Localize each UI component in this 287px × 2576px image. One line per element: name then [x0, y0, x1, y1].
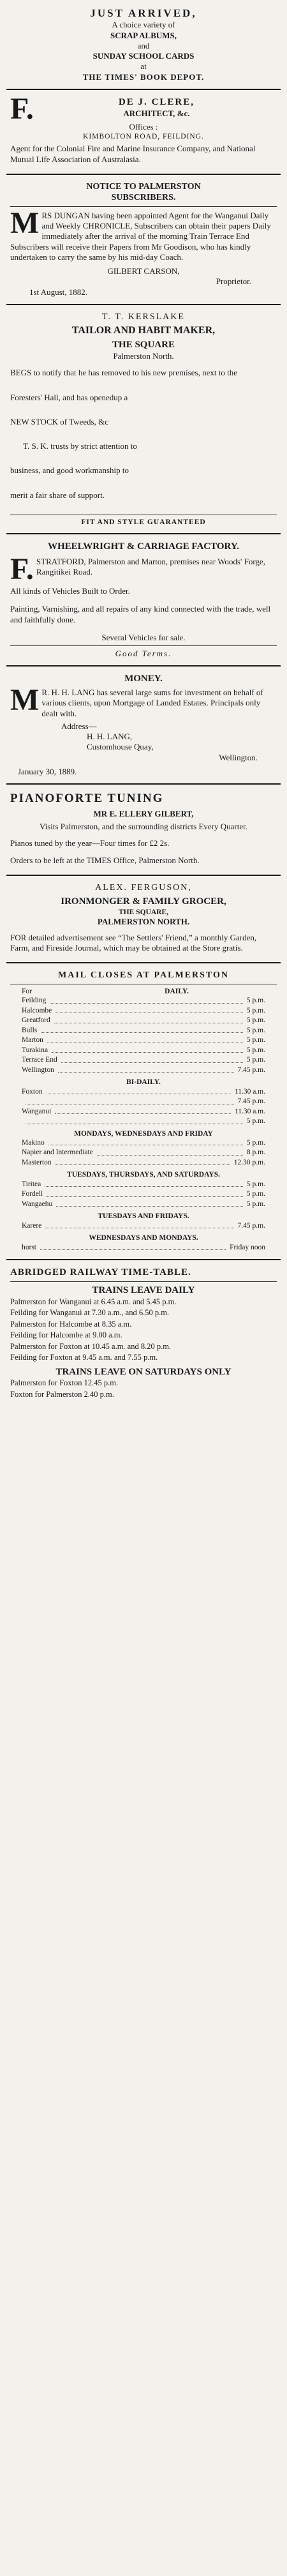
- mail-row: [10, 1016, 277, 1026]
- mail-row: [10, 996, 277, 1006]
- leader-dots: [26, 1097, 234, 1104]
- mail-closes-table: [6, 967, 281, 1255]
- rail-section: [10, 1297, 277, 1364]
- leader-dots: [45, 1221, 233, 1229]
- ad-body: Orders to be left at the TIMES Office, Palmerston North.: [10, 855, 200, 865]
- mail-time: 5 p.m.: [246, 1056, 265, 1064]
- train-line: Palmerston for Wanganui at 6.45 a.m. and 5.45 p.m.: [10, 1297, 177, 1306]
- leader-dots: [41, 1026, 243, 1034]
- leader-dots: [48, 1138, 243, 1146]
- clere-architect-ad: [6, 91, 281, 170]
- mail-row: [10, 1006, 277, 1016]
- mail-row: [10, 1221, 277, 1232]
- ad-place: THE SQUARE,: [119, 908, 168, 916]
- money-ad: [6, 670, 281, 780]
- leader-dots: [97, 1148, 243, 1156]
- ad-heading: MONEY.: [124, 674, 163, 684]
- mail-time: 8 p.m.: [246, 1149, 265, 1157]
- ad-line: SUNDAY SCHOOL CARDS: [92, 51, 195, 61]
- section-label: TRAINS LEAVE DAILY: [92, 1284, 195, 1295]
- rail-section: [10, 1378, 277, 1400]
- ad-line: Wellington.: [219, 752, 258, 762]
- mail-row: [10, 1117, 277, 1127]
- mail-place: Marton: [22, 1036, 43, 1044]
- mail-place: Turakina: [22, 1046, 48, 1054]
- mail-place: Makino: [22, 1138, 45, 1147]
- ad-body: RS DUNGAN having been appointed Agent for the Wanganui Daily and Weekly CHRONICLE, Subscribers can obtain their papers Daily immediately after the arrival of the morning Train Terrace End Subscribers will receive their Papers from Mr Goodison, who has kindly undertaken to carry the same by his mid-day Coach.: [10, 210, 271, 262]
- section-label: BI-DAILY.: [126, 1078, 161, 1087]
- ad-line: MR E. ELLERY GILBERT,: [93, 808, 194, 818]
- ad-line: THE TIMES' BOOK DEPOT.: [82, 72, 205, 82]
- ad-body: T. S. K. trusts by strict attention to: [23, 441, 137, 451]
- ad-tagline: FIT AND STYLE GUARANTEED: [81, 518, 206, 526]
- ad-line: SCRAP ALBUMS,: [110, 30, 177, 40]
- ad-town: Palmerston North.: [113, 351, 174, 361]
- section-label: WEDNESDAYS AND MONDAYS.: [89, 1234, 198, 1242]
- ad-body: merit a fair share of support.: [10, 490, 105, 500]
- section-label: MONDAYS, WEDNESDAYS AND FRIDAY: [74, 1129, 213, 1138]
- ad-heading: NOTICE TO PALMERSTON: [86, 181, 201, 192]
- mail-row: [10, 1200, 277, 1210]
- mail-section: [10, 1221, 277, 1232]
- mail-time: 5 p.m.: [246, 1036, 265, 1044]
- stratford-wheelwright-ad: [6, 538, 281, 661]
- leader-dots: [47, 1036, 243, 1043]
- ad-body: STRATFORD, Palmerston and Marton, premises near Woods' Forge, Rangitikei Road.: [36, 557, 265, 577]
- mail-place: Foxton: [22, 1087, 43, 1096]
- mail-place: Karere: [22, 1221, 42, 1230]
- mail-section: [10, 1138, 277, 1168]
- leader-dots: [26, 1117, 243, 1124]
- mail-place: Napier and Intermediate: [22, 1149, 93, 1157]
- ad-trade: IRONMONGER & FAMILY GROCER,: [61, 896, 226, 907]
- divider: [6, 783, 281, 785]
- mail-place: Wanganui: [22, 1107, 52, 1115]
- leader-dots: [50, 996, 243, 1004]
- palmerston-notice-ad: [6, 179, 281, 300]
- ad-line: and: [137, 40, 150, 50]
- mail-time: Friday noon: [230, 1243, 265, 1251]
- ad-terms: Good Terms.: [115, 649, 172, 658]
- ad-line: at: [140, 61, 147, 72]
- mail-row: [10, 1148, 277, 1158]
- signature: GILBERT CARSON,: [107, 266, 180, 276]
- mail-place: Halcombe: [22, 1006, 52, 1014]
- ad-body: BEGS to notify that he has removed to his new premises, next to the: [10, 368, 237, 378]
- ad-heading: ABRIDGED RAILWAY TIME-TABLE.: [10, 1267, 191, 1278]
- mail-time: 11.30 a.m.: [234, 1107, 265, 1115]
- ad-body: FOR detailed advertisement see “The Settlers' Friend,” a monthly Garden, Farm, and Fireside Journal, which may be obtained at the Store gratis.: [10, 932, 257, 953]
- divider: [10, 645, 277, 646]
- mail-time: 5 p.m.: [246, 1046, 265, 1054]
- ad-body: Several Vehicles for sale.: [101, 632, 186, 642]
- mail-section: [10, 1087, 277, 1127]
- divider: [6, 665, 281, 667]
- leader-dots: [40, 1243, 226, 1251]
- ad-line: Offices :: [129, 121, 158, 132]
- mail-row: [10, 1189, 277, 1200]
- mail-row: [10, 1158, 277, 1168]
- mail-place: Fordell: [22, 1190, 43, 1198]
- ad-body: Agent for the Colonial Fire and Marine Insurance Company, and National Mutual Life Association of Australasia.: [10, 144, 256, 164]
- ad-heading: SUBSCRIBERS.: [111, 193, 176, 203]
- ad-place: THE SQUARE: [112, 340, 175, 350]
- mail-place: Wellington: [22, 1066, 54, 1074]
- ad-body: Visits Palmerston, and the surrounding districts Every Quarter.: [40, 822, 247, 831]
- mail-place: hurst: [22, 1243, 36, 1251]
- mail-section: [10, 996, 277, 1075]
- mail-row: [10, 1243, 277, 1253]
- mail-row: [10, 1066, 277, 1076]
- ad-body: NEW STOCK of Tweeds, &c: [10, 416, 108, 426]
- ad-heading: PIANOFORTE TUNING: [10, 792, 164, 805]
- leader-dots: [55, 1006, 243, 1014]
- ad-line: KIMBOLTON ROAD, FEILDING.: [83, 133, 204, 140]
- leader-dots: [61, 1055, 243, 1063]
- ad-body: Pianos tuned by the year—Four times for £2 2s.: [10, 838, 170, 848]
- mail-time: 7.45 p.m.: [237, 1097, 265, 1106]
- mail-place: Tiritea: [22, 1180, 41, 1188]
- ad-line: H. H. LANG,: [87, 732, 133, 741]
- ad-name: DE J. CLERE,: [118, 96, 195, 107]
- train-line: Palmerston for Halcombe at 8.35 a.m.: [10, 1319, 132, 1329]
- ad-title: ARCHITECT, &c.: [123, 108, 190, 118]
- drop-cap: M: [10, 206, 40, 240]
- section-label: DAILY.: [165, 987, 189, 995]
- ad-town: PALMERSTON NORTH.: [97, 917, 190, 927]
- ad-line: Address—: [61, 721, 97, 731]
- section-label: TRAINS LEAVE ON SATURDAYS ONLY: [55, 1366, 232, 1377]
- mail-section: [10, 1243, 277, 1253]
- ad-body: R. H. H. LANG has several large sums for investment on behalf of various clients, upon Mortgage of Landed Estates. Principals only dealt with.: [41, 688, 263, 718]
- mail-row: [10, 1026, 277, 1036]
- railway-timetable: [6, 1264, 281, 1403]
- drop-cap: F.: [10, 552, 34, 586]
- mail-time: 5 p.m.: [246, 1016, 265, 1025]
- ad-name: ALEX. FERGUSON,: [95, 882, 192, 893]
- leader-dots: [54, 1016, 243, 1023]
- ad-body: business, and good workmanship to: [10, 465, 129, 476]
- mail-time: 12.30 p.m.: [233, 1158, 265, 1166]
- mail-row: [10, 1107, 277, 1117]
- divider: [10, 1281, 277, 1282]
- ad-heading: MAIL CLOSES AT PALMERSTON: [58, 970, 229, 981]
- section-label: TUESDAYS, THURSDAYS, AND SATURDAYS.: [67, 1171, 220, 1179]
- train-line: Feilding for Halcombe at 9.00 a.m.: [10, 1330, 122, 1340]
- divider: [6, 304, 281, 305]
- mail-row: [10, 1087, 277, 1097]
- mail-time: 5 p.m.: [246, 1180, 265, 1188]
- ad-header: JUST ARRIVED,: [90, 7, 197, 19]
- mail-row: [10, 1138, 277, 1149]
- leader-dots: [55, 1158, 230, 1166]
- mail-section: [10, 1180, 277, 1210]
- newspaper-column: [6, 0, 281, 1403]
- ad-body: All kinds of Vehicles Built to Order.: [10, 586, 130, 596]
- leader-dots: [47, 1189, 243, 1197]
- drop-cap: F.: [10, 91, 34, 126]
- leader-dots: [52, 1046, 243, 1053]
- section-label: TUESDAYS AND FRIDAYS.: [98, 1212, 189, 1221]
- leader-dots: [45, 1180, 243, 1187]
- leader-dots: [58, 1066, 234, 1073]
- mail-time: 11.30 a.m.: [234, 1087, 265, 1096]
- ad-date: January 30, 1889.: [18, 766, 77, 776]
- mail-time: 5 p.m.: [246, 1200, 265, 1208]
- train-line: Foxton for Palmerston 2.40 p.m.: [10, 1389, 114, 1399]
- drop-cap: M: [10, 683, 40, 717]
- mail-row: [10, 1046, 277, 1056]
- mail-time: 5 p.m.: [246, 1138, 265, 1147]
- train-line: Palmerston for Foxton at 10.45 a.m. and 8.20 p.m.: [10, 1341, 172, 1351]
- mail-time: 5 p.m.: [246, 1006, 265, 1014]
- mail-time: 5 p.m.: [246, 997, 265, 1004]
- divider: [10, 206, 277, 207]
- ad-body: Foresters' Hall, and has openedup a: [10, 392, 128, 402]
- column-label: For: [22, 987, 32, 995]
- leader-dots: [55, 1107, 231, 1115]
- kerslake-tailor-ad: [6, 309, 281, 529]
- mail-place: Bulls: [22, 1026, 38, 1034]
- divider: [6, 533, 281, 534]
- divider: [6, 89, 281, 90]
- mail-place: Feilding: [22, 997, 47, 1004]
- mail-time: 7.45 p.m.: [237, 1221, 265, 1230]
- leader-dots: [47, 1087, 231, 1095]
- train-line: Feilding for Wanganui at 7.30 a.m., and 6.50 p.m.: [10, 1308, 170, 1318]
- ad-name: T. T. KERSLAKE: [102, 312, 185, 322]
- ad-body: Painting, Varnishing, and all repairs of any kind connected with the trade, well and faithfully done.: [10, 604, 271, 624]
- signature-role: Proprietor.: [216, 276, 251, 287]
- mail-row: [10, 1097, 277, 1107]
- scrap-albums-ad: [6, 4, 281, 85]
- divider: [6, 174, 281, 175]
- ad-line: A choice variety of: [112, 20, 175, 30]
- mail-time: 5 p.m.: [246, 1117, 265, 1126]
- divider: [6, 1259, 281, 1260]
- divider: [6, 962, 281, 963]
- mail-time: 5 p.m.: [246, 1026, 265, 1034]
- ad-line: Customhouse Quay,: [87, 742, 154, 752]
- train-line: Palmerston for Foxton 12.45 p.m.: [10, 1378, 119, 1388]
- ferguson-ad: [6, 880, 281, 958]
- train-line: Feilding for Foxton at 9.45 a.m. and 7.55 p.m.: [10, 1353, 158, 1362]
- mail-row: [10, 1180, 277, 1190]
- leader-dots: [56, 1200, 243, 1207]
- divider: [6, 875, 281, 876]
- mail-place: Masterton: [22, 1158, 52, 1166]
- mail-place: Terrace End: [22, 1056, 57, 1064]
- mail-row: [10, 1055, 277, 1066]
- mail-time: 5 p.m.: [246, 1190, 265, 1198]
- piano-tuning-ad: [6, 788, 281, 871]
- ad-date: 1st August, 1882.: [29, 287, 88, 297]
- mail-time: 7.45 p.m.: [237, 1066, 265, 1074]
- mail-row: [10, 1036, 277, 1046]
- mail-place: Wangaehu: [22, 1200, 53, 1208]
- mail-place: Greatford: [22, 1016, 50, 1025]
- ad-trade: TAILOR AND HABIT MAKER,: [71, 325, 216, 336]
- ad-heading: WHEELWRIGHT & CARRIAGE FACTORY.: [47, 541, 240, 552]
